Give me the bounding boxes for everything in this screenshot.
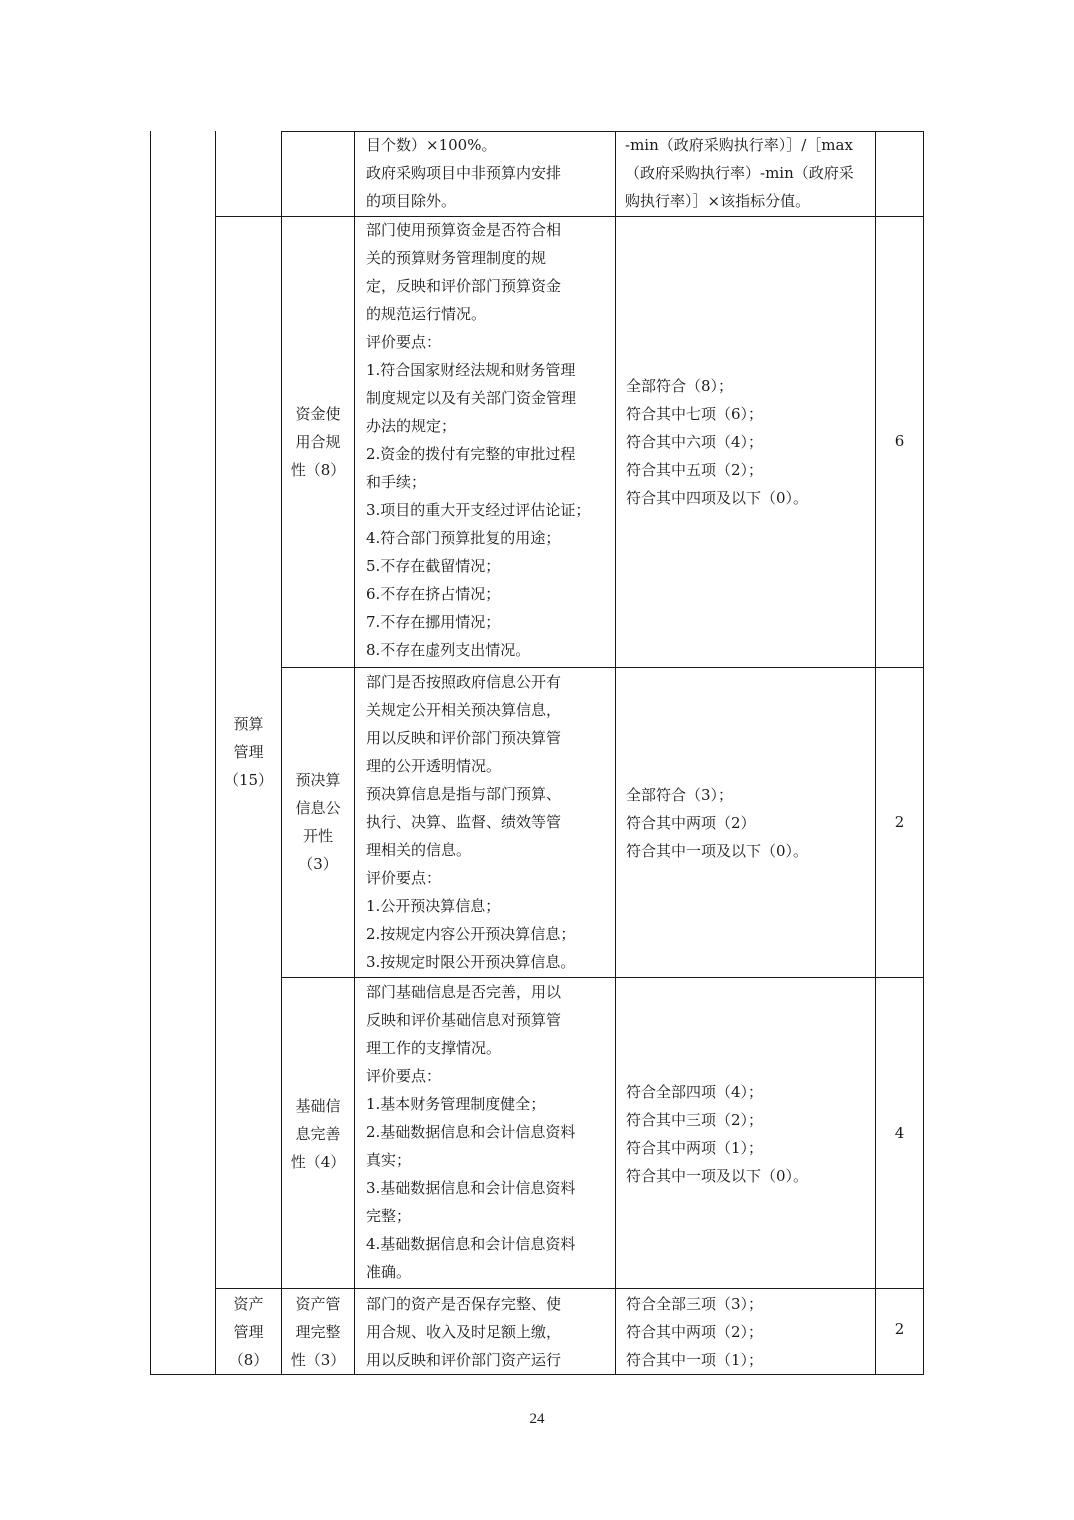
text-line: （15） bbox=[223, 771, 274, 789]
row-description bbox=[366, 1290, 561, 1374]
text-line: 部门是否按照政府信息公开有 bbox=[366, 673, 562, 691]
text-line: 资产管 bbox=[295, 1295, 341, 1313]
row-description bbox=[366, 978, 575, 1286]
text-line: 用合规、收入及时足额上缴， bbox=[366, 1323, 562, 1341]
text-line: 资金使 bbox=[295, 405, 341, 423]
text-line: 理工作的支撑情况。 bbox=[366, 1039, 502, 1057]
text-line: 性（8） bbox=[290, 461, 346, 479]
text-line: 关规定公开相关预决算信息， bbox=[366, 701, 562, 719]
row-indicator bbox=[282, 1290, 354, 1374]
text-line: 办法的规定； bbox=[366, 417, 457, 435]
row-score: 2 bbox=[894, 1320, 905, 1338]
group-label-assets bbox=[216, 1290, 281, 1374]
row-description bbox=[366, 216, 590, 664]
text-line: 理完整 bbox=[295, 1323, 341, 1341]
text-line: -min（政府采购执行率）］/［max bbox=[625, 136, 853, 154]
row-indicator bbox=[282, 766, 354, 878]
grid-line bbox=[150, 131, 151, 1375]
text-line: （8） bbox=[228, 1351, 269, 1369]
grid-line bbox=[923, 131, 924, 1375]
text-line: 5.不存在截留情况； bbox=[366, 557, 501, 575]
text-line: 用以反映和评价部门资产运行 bbox=[366, 1351, 562, 1369]
grid-line bbox=[215, 1288, 924, 1289]
text-line: 全部符合（8）； bbox=[626, 377, 734, 395]
text-line: 管理 bbox=[233, 1323, 264, 1341]
text-line: 符合其中四项及以下（0）。 bbox=[626, 489, 809, 507]
grid-line bbox=[150, 1374, 924, 1375]
text-line: 管理 bbox=[233, 743, 264, 761]
text-line: 的项目除外。 bbox=[366, 192, 457, 210]
text-line: 真实； bbox=[366, 1151, 412, 1169]
text-line: 定，反映和评价部门预算资金 bbox=[366, 277, 562, 295]
row-score: 4 bbox=[894, 1124, 905, 1142]
top-row-description bbox=[366, 131, 561, 215]
text-line: 理的公开透明情况。 bbox=[366, 757, 502, 775]
text-line: 和手续； bbox=[366, 473, 427, 491]
text-line: 评价要点： bbox=[366, 869, 442, 887]
text-line: 理相关的信息。 bbox=[366, 841, 472, 859]
text-line: 符合其中两项（2） bbox=[626, 814, 756, 832]
text-line: 购执行率）］×该指标分值。 bbox=[625, 192, 811, 210]
text-line: 7.不存在挪用情况； bbox=[366, 613, 501, 631]
text-line: 3.按规定时限公开预决算信息。 bbox=[366, 953, 576, 971]
text-line: 4.符合部门预算批复的用途； bbox=[366, 529, 561, 547]
text-line: 符合其中两项（1）； bbox=[626, 1139, 764, 1157]
text-line: 息完善 bbox=[295, 1125, 341, 1143]
text-line: 符合其中五项（2）； bbox=[626, 461, 764, 479]
text-line: 2.按规定内容公开预决算信息； bbox=[366, 925, 576, 943]
text-line: 符合其中一项及以下（0）。 bbox=[626, 1167, 809, 1185]
text-line: 3.基础数据信息和会计信息资料 bbox=[366, 1179, 576, 1197]
text-line: 4.基础数据信息和会计信息资料 bbox=[366, 1235, 576, 1253]
text-line: 完整； bbox=[366, 1207, 412, 1225]
text-line: 评价要点： bbox=[366, 333, 442, 351]
text-line: 符合全部四项（4）； bbox=[626, 1083, 764, 1101]
text-line: 制度规定以及有关部门资金管理 bbox=[366, 389, 577, 407]
text-line: （3） bbox=[298, 855, 338, 873]
page-number: 24 bbox=[529, 1411, 545, 1427]
text-line: 1.符合国家财经法规和财务管理 bbox=[366, 361, 576, 379]
text-line: 用以反映和评价部门预决算管 bbox=[366, 729, 562, 747]
text-line: 部门基础信息是否完善，用以 bbox=[366, 983, 562, 1001]
text-line: 用合规 bbox=[295, 433, 341, 451]
text-line: 评价要点： bbox=[366, 1067, 442, 1085]
row-criteria bbox=[626, 1078, 808, 1190]
text-line: 符合其中两项（2）； bbox=[626, 1323, 764, 1341]
text-line: （政府采购执行率）-min（政府采 bbox=[625, 164, 854, 182]
row-score: 2 bbox=[894, 813, 905, 831]
group-label-budget bbox=[216, 710, 281, 794]
text-line: 反映和评价基础信息对预算管 bbox=[366, 1011, 562, 1029]
text-line: 关的预算财务管理制度的规 bbox=[366, 249, 547, 267]
text-line: 8.不存在虚列支出情况。 bbox=[366, 641, 531, 659]
grid-line bbox=[354, 131, 355, 1375]
row-indicator bbox=[282, 1092, 354, 1176]
text-line: 目个数）×100%。 bbox=[366, 136, 497, 154]
row-criteria bbox=[626, 372, 808, 512]
text-line: 预算 bbox=[233, 715, 264, 733]
text-line: 符合其中一项（1）； bbox=[626, 1351, 764, 1369]
text-line: 1.公开预决算信息； bbox=[366, 897, 501, 915]
text-line: 资产 bbox=[233, 1295, 264, 1313]
text-line: 执行、决算、监督、绩效等管 bbox=[366, 813, 562, 831]
text-line: 部门的资产是否保存完整、使 bbox=[366, 1295, 562, 1313]
text-line: 基础信 bbox=[295, 1097, 341, 1115]
text-line: 信息公 bbox=[295, 799, 341, 817]
text-line: 政府采购项目中非预算内安排 bbox=[366, 164, 562, 182]
text-line: 预决算 bbox=[295, 771, 341, 789]
text-line: 2.基础数据信息和会计信息资料 bbox=[366, 1123, 576, 1141]
text-line: 开性 bbox=[302, 827, 333, 845]
text-line: 2.资金的拨付有完整的审批过程 bbox=[366, 445, 576, 463]
text-line: 预决算信息是指与部门预算、 bbox=[366, 785, 562, 803]
text-line: 性（3） bbox=[290, 1351, 346, 1369]
text-line: 符合其中三项（2）； bbox=[626, 1111, 764, 1129]
grid-line bbox=[875, 131, 876, 1375]
top-row-criteria bbox=[625, 131, 854, 215]
text-line: 符合其中一项及以下（0）。 bbox=[626, 842, 809, 860]
grid-line bbox=[615, 131, 616, 1375]
text-line: 的规范运行情况。 bbox=[366, 305, 487, 323]
row-description bbox=[366, 668, 575, 976]
row-score: 6 bbox=[894, 432, 905, 450]
text-line: 性（4） bbox=[290, 1153, 346, 1171]
text-line: 符合全部三项（3）； bbox=[626, 1295, 764, 1313]
row-indicator bbox=[282, 400, 354, 484]
grid-line bbox=[281, 131, 282, 1375]
text-line: 6.不存在挤占情况； bbox=[366, 585, 501, 603]
text-line: 3.项目的重大开支经过评估论证； bbox=[366, 501, 591, 519]
row-criteria bbox=[626, 781, 808, 865]
text-line: 符合其中七项（6）； bbox=[626, 405, 764, 423]
text-line: 准确。 bbox=[366, 1263, 412, 1281]
text-line: 符合其中六项（4）； bbox=[626, 433, 764, 451]
text-line: 部门使用预算资金是否符合相 bbox=[366, 221, 562, 239]
text-line: 1.基本财务管理制度健全； bbox=[366, 1095, 546, 1113]
text-line: 全部符合（3）； bbox=[626, 786, 734, 804]
row-criteria bbox=[626, 1290, 763, 1374]
